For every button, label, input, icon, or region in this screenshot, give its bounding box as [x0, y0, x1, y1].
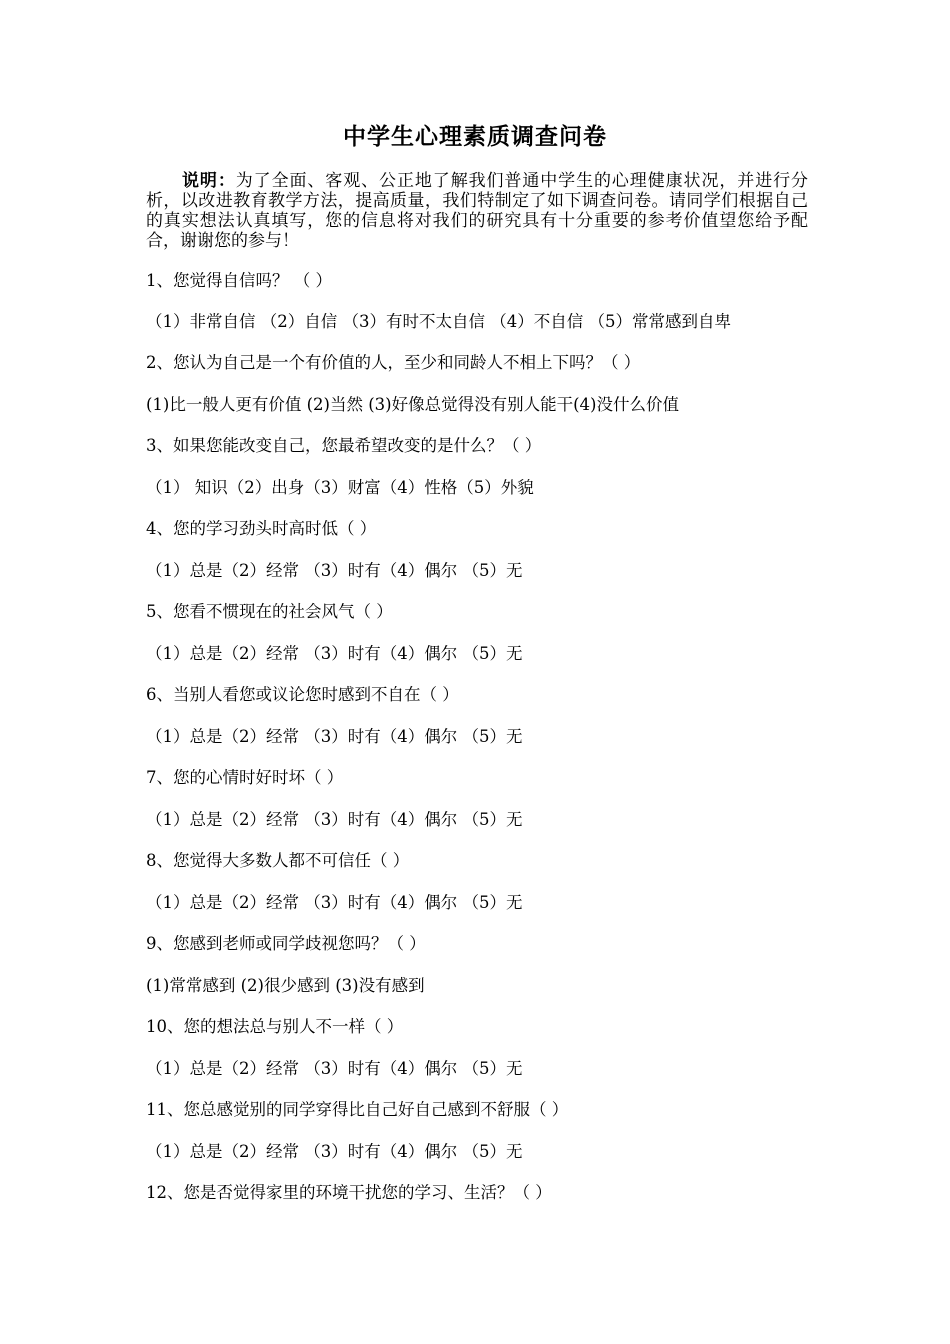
question-11: 11、您总感觉别的同学穿得比自己好自己感到不舒服（ ）: [146, 1100, 569, 1119]
question-5-options: （1）总是（2）经常 （3）时有（4）偶尔 （5）无: [146, 644, 523, 663]
question-2: 2、您认为自己是一个有价值的人，至少和同龄人不相上下吗？（ ）: [146, 353, 641, 372]
page-title: 中学生心理素质调查问卷: [343, 124, 607, 150]
question-9-options: (1)常常感到 (2)很少感到 (3)没有感到: [146, 976, 425, 995]
question-3: 3、如果您能改变自己，您最希望改变的是什么？（ ）: [146, 436, 542, 455]
question-5: 5、您看不惯现在的社会风气（ ）: [146, 602, 393, 621]
question-10: 10、您的想法总与别人不一样（ ）: [146, 1017, 404, 1036]
question-2-options: (1)比一般人更有价值 (2)当然 (3)好像总觉得没有别人能干(4)没什么价值: [146, 395, 679, 414]
question-1: 1、您觉得自信吗？ （ ）: [146, 271, 332, 290]
question-4-options: （1）总是（2）经常 （3）时有（4）偶尔 （5）无: [146, 561, 523, 580]
question-11-options: （1）总是（2）经常 （3）时有（4）偶尔 （5）无: [146, 1142, 523, 1161]
question-12: 12、您是否觉得家里的环境干扰您的学习、生活？（ ）: [146, 1183, 552, 1202]
question-6-options: （1）总是（2）经常 （3）时有（4）偶尔 （5）无: [146, 727, 523, 746]
question-6: 6、当别人看您或议论您时感到不自在（ ）: [146, 685, 459, 704]
question-8-options: （1）总是（2）经常 （3）时有（4）偶尔 （5）无: [146, 893, 523, 912]
question-7: 7、您的心情时好时坏（ ）: [146, 768, 344, 787]
question-10-options: （1）总是（2）经常 （3）时有（4）偶尔 （5）无: [146, 1059, 523, 1078]
question-4: 4、您的学习劲头时高时低（ ）: [146, 519, 377, 538]
question-1-options: （1）非常自信 （2）自信 （3）有时不太自信 （4）不自信 （5）常常感到自卑: [146, 312, 731, 331]
question-7-options: （1）总是（2）经常 （3）时有（4）偶尔 （5）无: [146, 810, 523, 829]
intro-lead: 说明：: [182, 171, 236, 191]
intro-text: 为了全面、客观、公正地了解我们普通中学生的心理健康状况，并进行分析，以改进教育教学方法，提高质量，我们特制定了如下调查问卷。请同学们根据自己的真实想法认真填写，您的信息将对我们的研究具有十分重要的参考价值望您给予配合，谢谢您的参与！: [146, 171, 809, 251]
intro-paragraph: [146, 171, 808, 251]
question-9: 9、您感到老师或同学歧视您吗？（ ）: [146, 934, 426, 953]
question-8: 8、您觉得大多数人都不可信任（ ）: [146, 851, 410, 870]
question-3-options: （1） 知识（2）出身（3）财富（4）性格（5）外貌: [146, 478, 534, 497]
